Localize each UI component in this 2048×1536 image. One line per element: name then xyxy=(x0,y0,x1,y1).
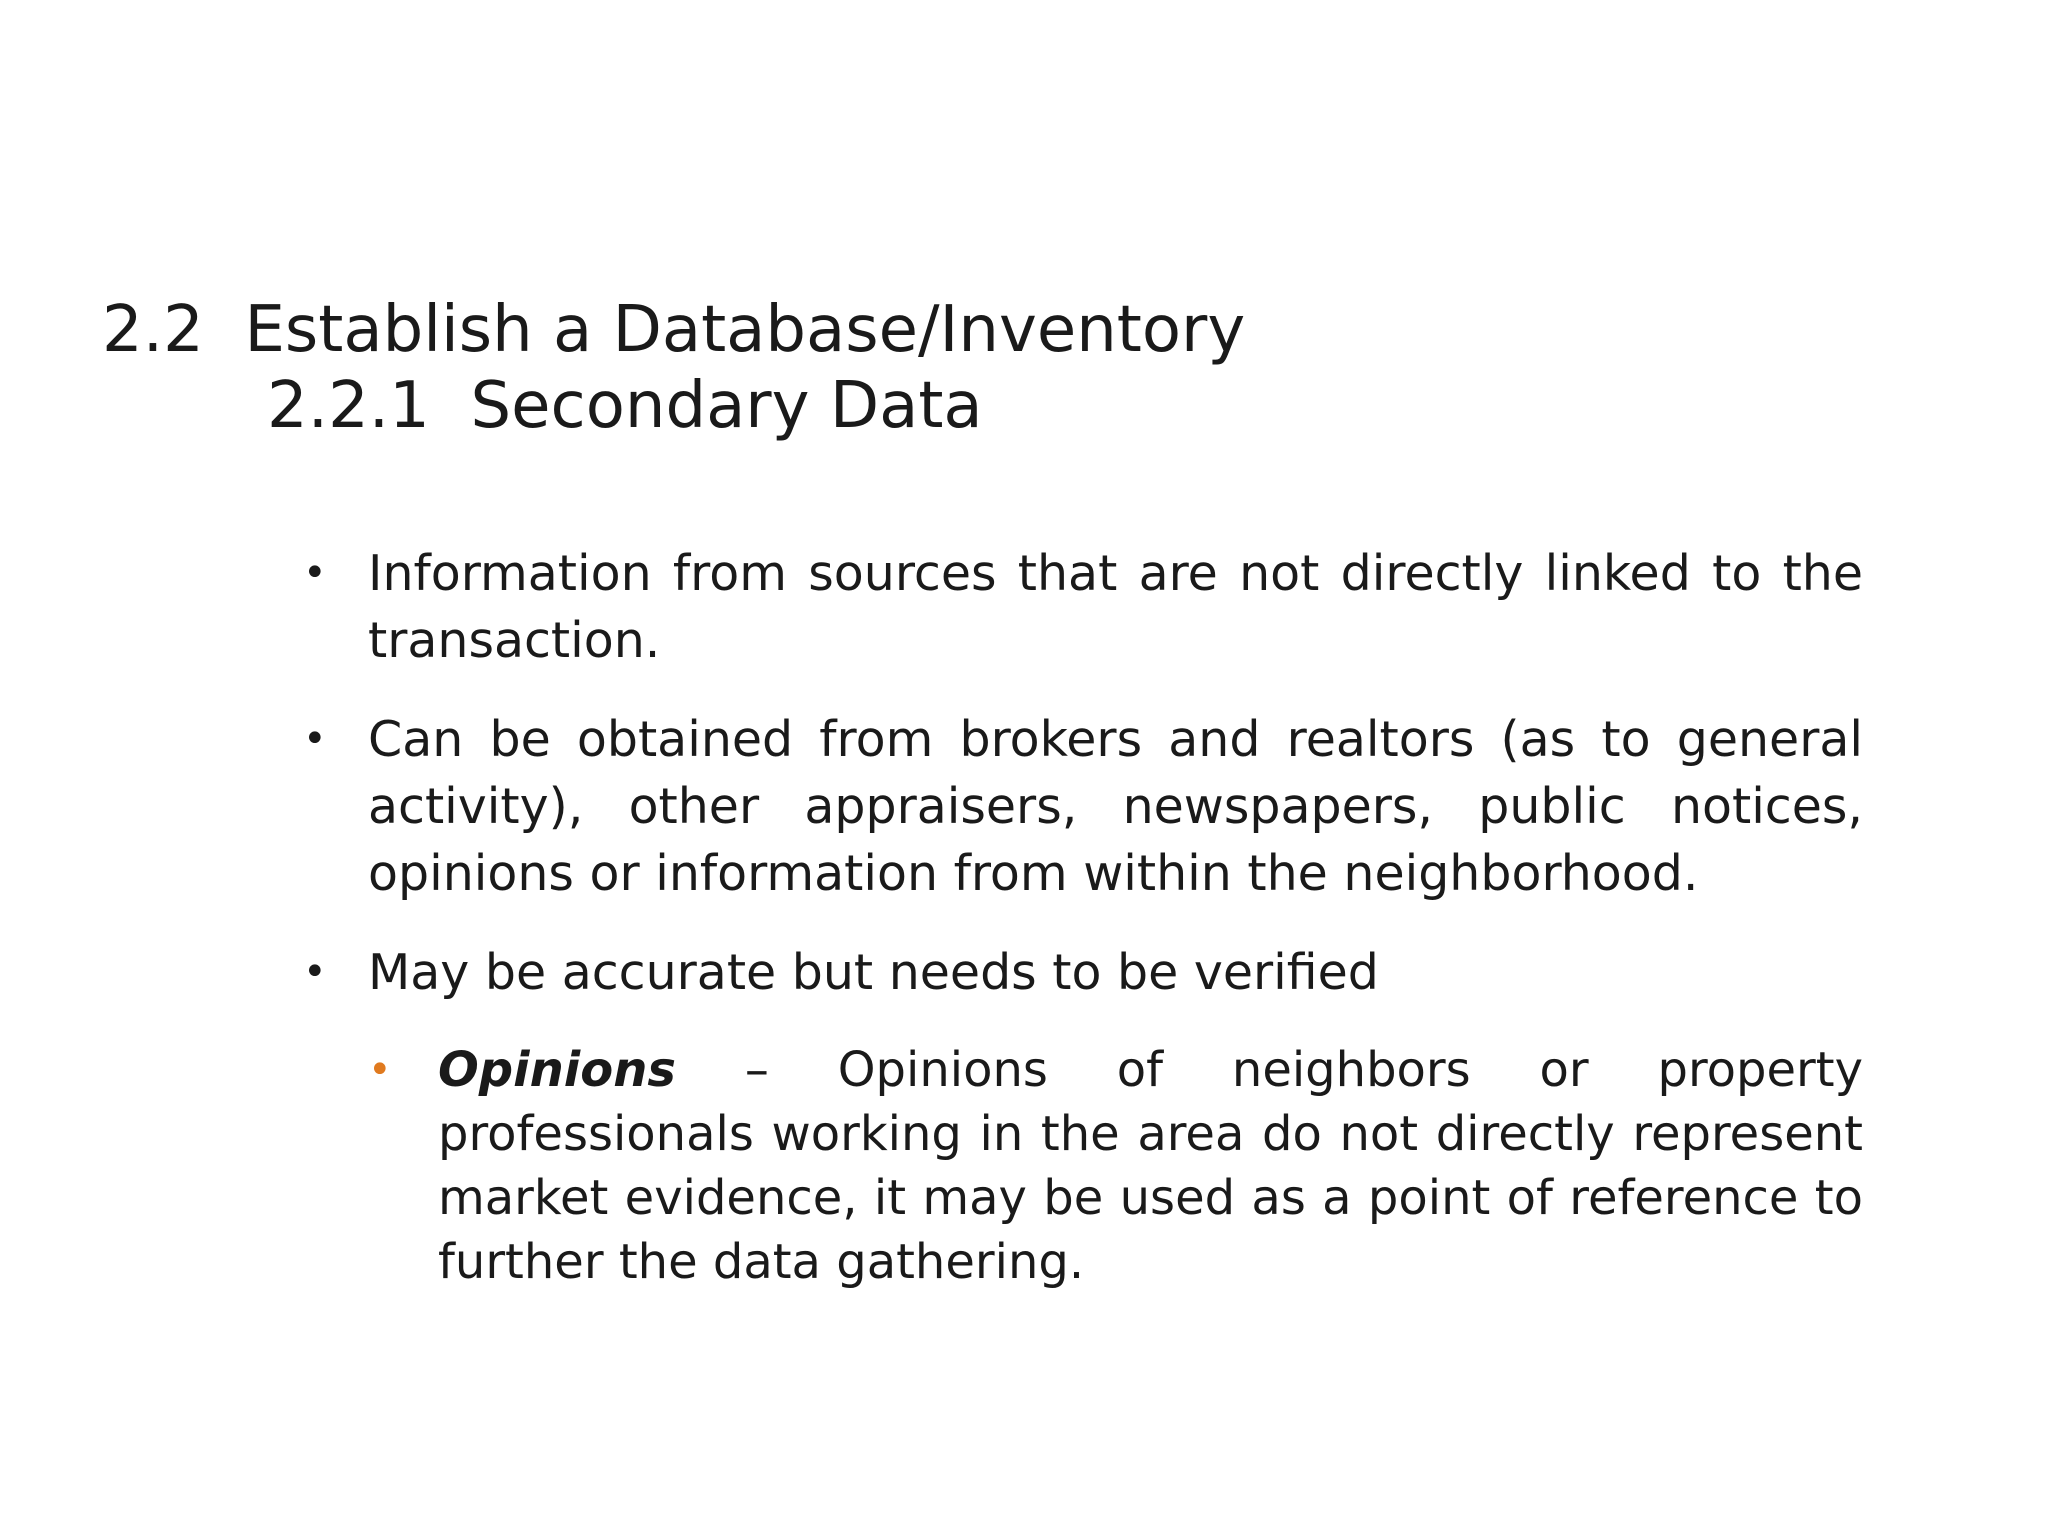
bullet-marker: • xyxy=(303,949,327,995)
sub-bullet-item xyxy=(368,1038,1863,1294)
bullet-text: Can be obtained from brokers and realtors (as to general activity), other appraisers, newspapers, public notices, opinions or information from within the neighborhood. xyxy=(368,711,1863,902)
bullet-text: Information from sources that are not directly linked to the transaction. xyxy=(368,545,1863,669)
bullet-item xyxy=(295,540,1863,674)
bullet-list xyxy=(295,540,1863,1326)
bullet-item xyxy=(295,706,1863,907)
bullet-text: May be accurate but needs to be verified xyxy=(368,944,1379,1001)
bullet-marker: • xyxy=(303,550,327,596)
bullet-marker: • xyxy=(303,716,327,762)
slide-subtitle: 2.2.1 Secondary Data xyxy=(267,369,983,443)
bullet-item xyxy=(295,939,1863,1006)
sub-bullet-text: – Opinions of neighbors or property professionals working in the area do not directly represent market evidence, it may be used as a point of reference to further the data gathering. xyxy=(438,1042,1863,1290)
sub-bullet-marker: • xyxy=(368,1047,392,1093)
title-block xyxy=(102,292,1602,444)
slide-title: 2.2 Establish a Database/Inventory xyxy=(102,293,1246,367)
sub-bullet-term: Opinions xyxy=(438,1042,676,1098)
